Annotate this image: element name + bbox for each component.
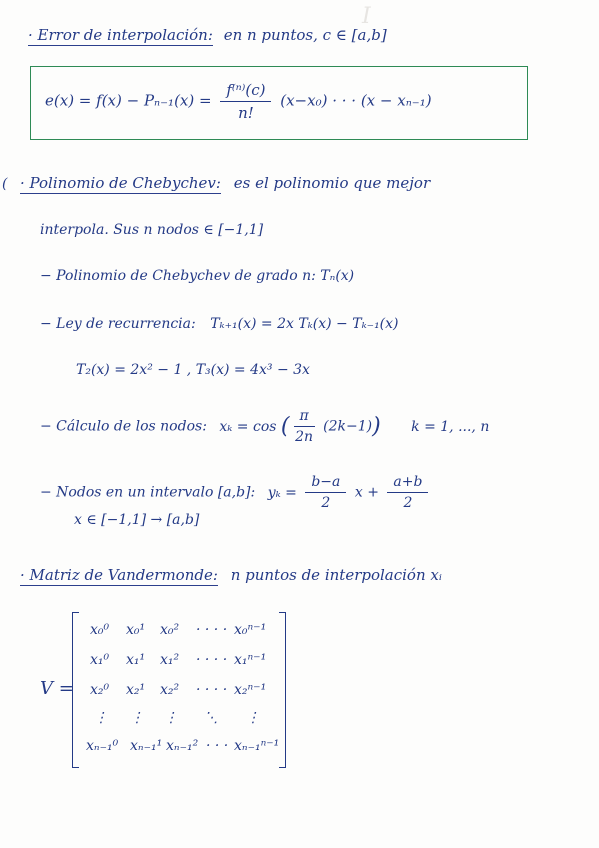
margin-mark: ( <box>2 176 8 192</box>
error-heading: · Error de interpolación: <box>28 26 213 44</box>
interval-mid: x + <box>354 484 379 501</box>
chebychev-desc-2: interpola. Sus n nodos ∈ [−1,1] <box>40 222 264 238</box>
error-fraction <box>220 81 271 122</box>
matrix-cell: x₁⁰ <box>90 652 110 668</box>
nodes-fraction <box>294 408 315 445</box>
interval-num-1: b−a <box>305 474 346 493</box>
vandermonde-heading: · Matriz de Vandermonde: <box>20 566 218 584</box>
matrix-cell: x₀ⁿ⁻¹ <box>234 622 267 638</box>
matrix-cell: ⋮ <box>94 710 108 726</box>
chebychev-section <box>20 174 430 192</box>
interval-lhs: yₖ = <box>267 484 297 501</box>
interval-fraction-2 <box>387 474 428 511</box>
error-section <box>28 26 387 44</box>
matrix-cell: xₙ₋₁⁰ <box>86 738 119 754</box>
nodes-paren-open: ( <box>280 414 290 439</box>
interval-label: − Nodos en un intervalo [a,b]: <box>40 484 256 501</box>
matrix-cell: x₂¹ <box>126 682 146 698</box>
matrix-cell: x₁² <box>160 652 180 668</box>
matrix-row <box>86 682 276 708</box>
matrix-row <box>86 710 276 736</box>
matrix-cell: x₂ⁿ⁻¹ <box>234 682 267 698</box>
matrix-cell: xₙ₋₁¹ <box>130 738 163 754</box>
matrix-row <box>86 738 280 764</box>
interval-fraction-1 <box>305 474 346 511</box>
matrix-cell: ⋮ <box>164 710 178 726</box>
vandermonde-matrix <box>72 612 286 768</box>
chebychev-desc-1: es el polinomio que mejor <box>233 174 431 192</box>
error-formula-left: e(x) = f(x) − Pₙ₋₁(x) = <box>45 91 212 110</box>
matrix-row <box>86 652 276 678</box>
faint-header-ghost: I <box>362 4 373 29</box>
interval-mapping: x ∈ [−1,1] → [a,b] <box>74 512 200 528</box>
vandermonde-desc: n puntos de interpolación xᵢ <box>230 566 442 584</box>
matrix-cell: x₀⁰ <box>90 622 110 638</box>
interval-num-2: a+b <box>387 474 428 493</box>
error-numerator: f⁽ⁿ⁾(c) <box>220 81 271 102</box>
matrix-cell: x₂² <box>160 682 180 698</box>
recurrence-equation: Tₖ₊₁(x) = 2x Tₖ(x) − Tₖ₋₁(x) <box>210 316 399 332</box>
matrix-cell: xₙ₋₁² <box>166 738 199 754</box>
matrix-bracket-left <box>72 612 79 768</box>
matrix-row <box>86 622 276 648</box>
error-denominator: n! <box>238 104 254 122</box>
matrix-cell: ⋮ <box>246 710 260 726</box>
chebychev-heading: · Polinomio de Chebychev: <box>20 174 221 192</box>
vandermonde-label: V = <box>40 678 74 699</box>
matrix-cell: · · · · <box>196 652 228 668</box>
recurrence-label: − Ley de recurrencia: <box>40 316 196 332</box>
nodes-lhs: xₖ = cos <box>219 418 277 435</box>
nodes-label: − Cálculo de los nodos: <box>40 418 207 435</box>
vandermonde-section <box>20 566 442 584</box>
interval-den-1: 2 <box>321 495 331 511</box>
matrix-cell: x₂⁰ <box>90 682 110 698</box>
interval-den-2: 2 <box>403 495 413 511</box>
matrix-cell: x₁ⁿ⁻¹ <box>234 652 267 668</box>
error-formula <box>45 81 432 122</box>
error-condition: en n puntos, c ∈ [a,b] <box>223 26 387 44</box>
recurrence-example: T₂(x) = 2x² − 1 , T₃(x) = 4x³ − 3x <box>76 362 310 378</box>
matrix-cell: · · · · <box>196 622 228 638</box>
matrix-cell: xₙ₋₁ⁿ⁻¹ <box>234 738 280 754</box>
matrix-cell: ⋮ <box>130 710 144 726</box>
chebychev-item-nodes <box>40 408 489 445</box>
error-formula-right: (x−x₀) · · · (x − xₙ₋₁) <box>280 91 432 110</box>
matrix-cell: x₁¹ <box>126 652 146 668</box>
error-formula-box <box>30 66 528 140</box>
matrix-bracket-right <box>279 612 286 768</box>
nodes-denominator: 2n <box>295 429 314 445</box>
chebychev-item-interval <box>40 474 432 511</box>
matrix-cell: · · · · <box>196 682 228 698</box>
matrix-cell: x₀¹ <box>126 622 146 638</box>
matrix-cell: ⋱ <box>204 710 218 726</box>
nodes-numerator: π <box>294 408 315 427</box>
nodes-range: k = 1, ..., n <box>411 418 490 435</box>
matrix-cell: x₀² <box>160 622 180 638</box>
nodes-paren-close: ) <box>372 414 381 439</box>
chebychev-item-degree: − Polinomio de Chebychev de grado n: Tₙ(x) <box>40 268 355 284</box>
chebychev-item-recurrence <box>40 316 399 332</box>
nodes-rest: (2k−1) <box>323 418 373 435</box>
matrix-cell: · · · <box>206 738 229 754</box>
